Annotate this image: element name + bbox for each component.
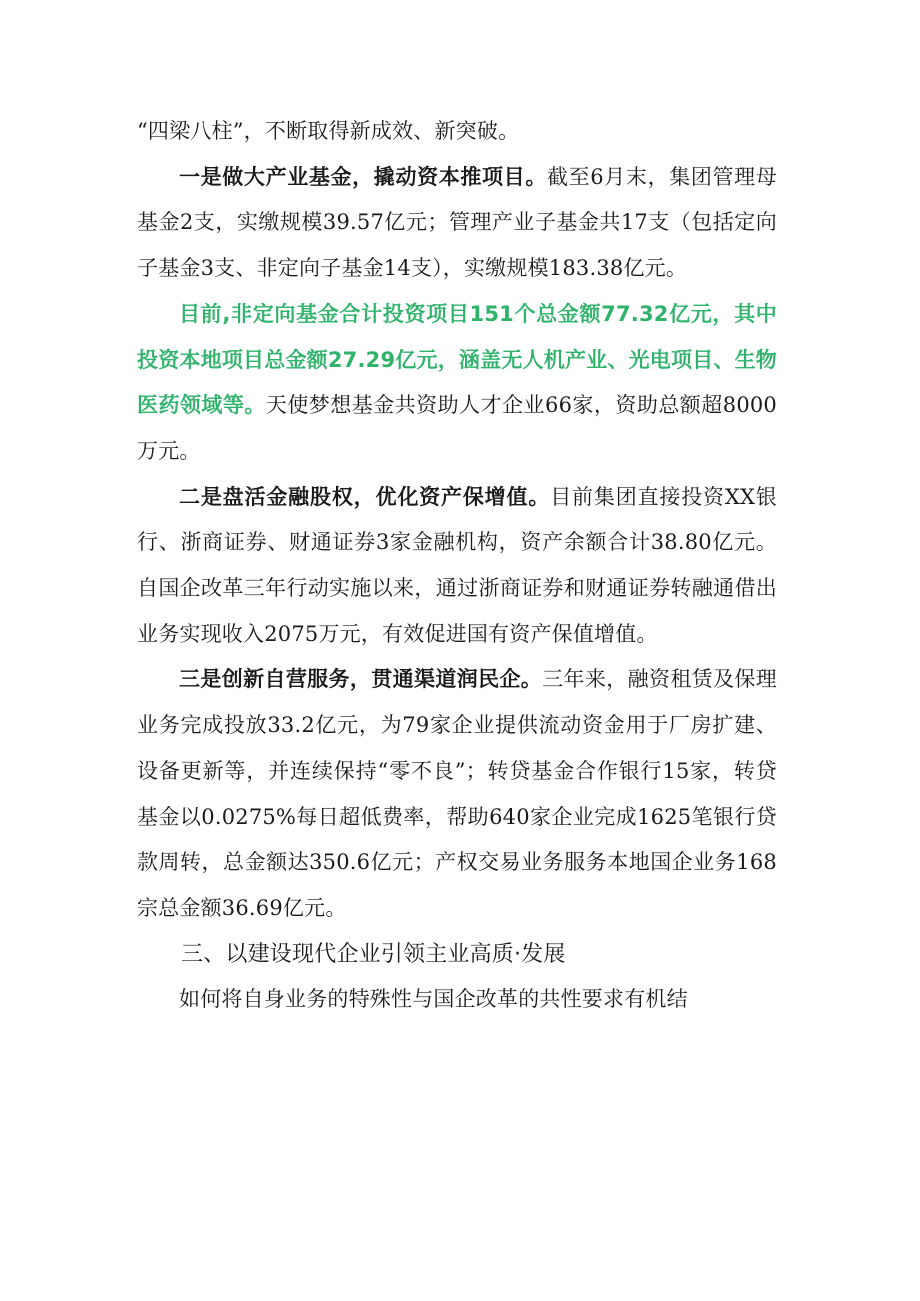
closing-text: 如何将自身业务的特殊性与国企改革的共性要求有机结 (179, 987, 688, 1012)
investment-highlight: 目前,非定向基金合计投资项目151个总金额77.32亿元，其中投资本地项目总金额27.29亿元，涵盖无人机产业、光电项目、生物医药领域等。 (137, 301, 777, 418)
section-heading: 三、以建设现代企业引领主业高质·发展 (181, 941, 566, 967)
industry-fund-lead: 一是做大产业基金，撬动资本推项目。 (179, 164, 547, 189)
paragraph-self-service (137, 657, 777, 931)
financial-equity-lead: 二是盘活金融股权，优化资产保增值。 (179, 484, 551, 509)
financial-equity-body: 目前集团直接投资XX银行、浙商证券、财通证券3家金融机构，资产余额合计38.80亿元。自国企改革三年行动实施以来，通过浙商证券和财通证券转融通借出业务实现收入2075万元，有效促进国有资产保值增值。 (137, 484, 777, 646)
paragraph-industry-fund (137, 155, 777, 292)
investment-body: 天使梦想基金共资助人才企业66家，资助总额超8000万元。 (137, 393, 777, 463)
self-service-lead: 三是创新自营服务，贯通渠道润民企。 (179, 667, 543, 692)
paragraph-intro (137, 109, 777, 155)
industry-fund-body: 截至6月末，集团管理母基金2支，实缴规模39.57亿元；管理产业子基金共17支（包括定向子基金3支、非定向子基金14支），实缴规模183.38亿元。 (137, 164, 778, 281)
self-service-body: 三年来，融资租赁及保理业务完成投放33.2亿元，为79家企业提供流动资金用于厂房扩建、设备更新等，并连续保持“零不良”；转贷基金合作银行15家，转贷基金以0.0275%每日超低费率，帮助640家企业完成1625笔银行贷款周转，总金额达350.6亿元；产权交易业务服务本地国企业务168宗总金额36.69亿元。 (137, 667, 777, 920)
intro-text: “四梁八柱”，不断取得新成效、新突破。 (137, 119, 520, 143)
document-body (137, 109, 777, 1023)
paragraph-investment (137, 292, 777, 475)
paragraph-closing (137, 977, 777, 1023)
paragraph-financial-equity (137, 475, 777, 658)
